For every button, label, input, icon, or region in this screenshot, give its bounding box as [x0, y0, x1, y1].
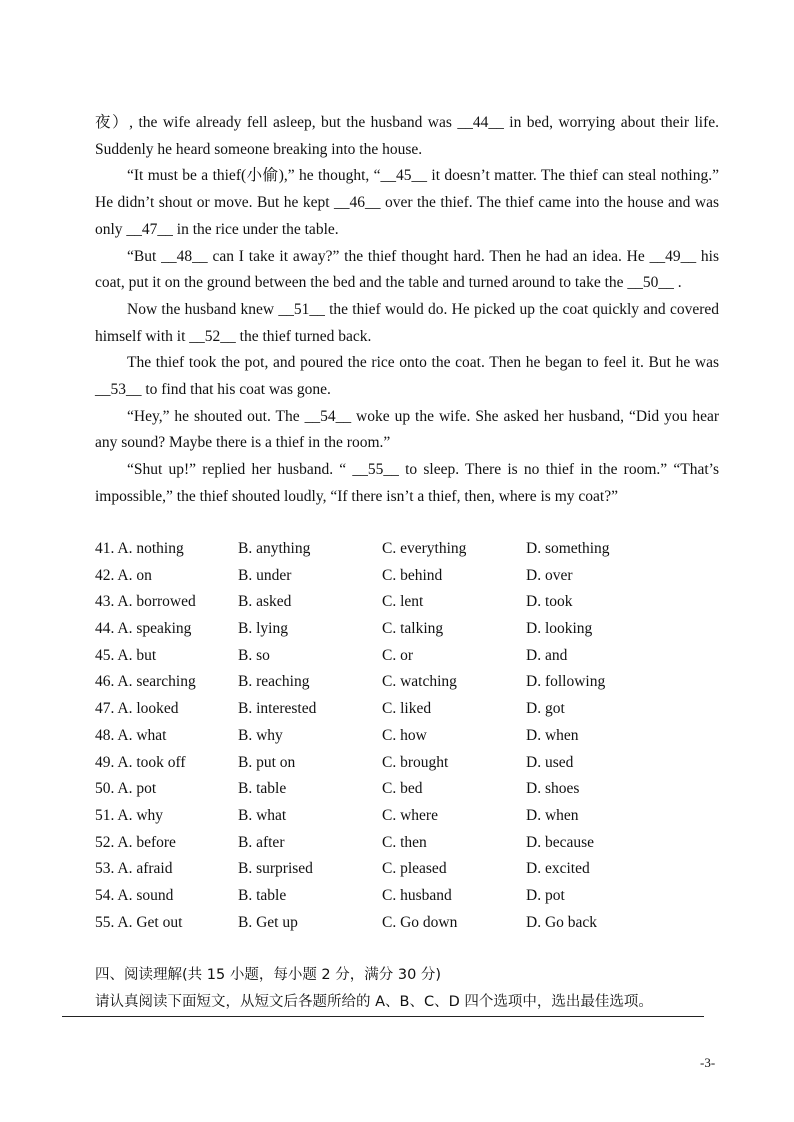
option-d: D. because [526, 833, 594, 851]
option-d: D. following [526, 673, 606, 691]
option-b: B. interested [238, 700, 317, 718]
passage-paragraph: “But __48__ can I take it away?” the thief thought hard. Then he had an idea. He __49__ his coat, put it on the ground between the bed and the table and turned around to take the __50__ . [95, 247, 719, 292]
question-54-options [95, 883, 719, 910]
page-number: -3- [700, 1055, 716, 1070]
option-c: C. behind [382, 566, 443, 584]
option-d: D. used [526, 753, 574, 771]
question-53-options [95, 856, 719, 883]
option-b: B. what [238, 806, 287, 824]
option-b: B. why [238, 726, 283, 744]
question-49-options [95, 750, 719, 777]
option-a: 50. A. pot [95, 780, 157, 798]
option-b: B. asked [238, 593, 292, 611]
option-a: 42. A. on [95, 566, 152, 584]
option-b: B. lying [238, 620, 288, 638]
option-d: D. excited [526, 860, 590, 878]
passage-paragraph: The thief took the pot, and poured the rice onto the coat. Then he began to feel it. But he was __53__ to find that his coat was gone. [95, 354, 719, 399]
option-d: D. Go back [526, 913, 598, 931]
option-a: 54. A. sound [95, 886, 174, 904]
option-a: 45. A. but [95, 646, 157, 664]
option-c: C. watching [382, 673, 457, 691]
option-d: D. shoes [526, 780, 580, 798]
option-b: B. anything [238, 540, 311, 557]
option-a: 49. A. took off [95, 753, 186, 771]
option-a: 48. A. what [95, 726, 167, 744]
option-c: C. then [382, 833, 427, 851]
option-d: D. got [526, 700, 565, 718]
option-c: C. or [382, 646, 413, 664]
passage-paragraph: 夜）, the wife already fell asleep, but the husband was __44__ in bed, worrying about their life. Suddenly he heard someone breaking into the house. [95, 114, 719, 158]
option-b: B. after [238, 833, 285, 851]
option-b: B. reaching [238, 673, 310, 691]
option-c: C. Go down [382, 913, 458, 931]
question-52-options [95, 830, 719, 857]
option-d: D. when [526, 806, 579, 824]
option-c: C. lent [382, 593, 424, 611]
option-d: D. looking [526, 620, 593, 638]
option-a: 52. A. before [95, 833, 176, 851]
option-c: C. pleased [382, 860, 447, 878]
question-47-options [95, 696, 719, 723]
option-b: B. Get up [238, 913, 298, 931]
option-c: C. how [382, 726, 427, 744]
option-a: 47. A. looked [95, 700, 179, 718]
option-a: 46. A. searching [95, 673, 196, 691]
passage-paragraph: “Hey,” he shouted out. The __54__ woke up the wife. She asked her husband, “Did you hear any sound? Maybe there is a thief in the room.” [95, 407, 719, 452]
answer-options [95, 536, 719, 936]
passage-paragraph: “Shut up!” replied her husband. “ __55__ to sleep. There is no thief in the room.” “That’s impossible,” the thief shouted loudly, “If there isn’t a thief, then, where is my coat?” [95, 461, 719, 505]
option-c: C. brought [382, 753, 449, 771]
option-b: B. surprised [238, 860, 313, 878]
option-a: 44. A. speaking [95, 620, 192, 638]
option-b: B. under [238, 566, 292, 584]
option-a: 55. A. Get out [95, 913, 183, 931]
option-b: B. table [238, 886, 287, 904]
section-instruction: 请认真阅读下面短文，从短文后各题所给的 A、B、C、D 四个选项中，选出最佳选项。 [95, 994, 653, 1010]
option-a: 53. A. afraid [95, 860, 173, 878]
section-heading: 四、阅读理解(共 15 小题，每小题 2 分，满分 30 分) [95, 967, 442, 983]
option-c: C. liked [382, 700, 432, 718]
cloze-passage [95, 110, 719, 511]
question-45-options [95, 643, 719, 670]
option-b: B. put on [238, 753, 296, 771]
question-48-options [95, 723, 719, 750]
option-d: D. pot [526, 886, 565, 904]
option-c: C. talking [382, 620, 444, 638]
option-c: C. everything [382, 540, 467, 557]
reading-section [95, 962, 719, 1016]
option-d: D. and [526, 646, 568, 664]
question-43-options [95, 589, 719, 616]
question-55-options [95, 910, 719, 937]
option-a: 51. A. why [95, 806, 164, 824]
question-46-options [95, 669, 719, 696]
option-b: B. so [238, 646, 270, 664]
option-d: D. when [526, 726, 579, 744]
option-d: D. something [526, 540, 610, 557]
divider-line [62, 1016, 704, 1017]
option-a: 41. A. nothing [95, 540, 184, 557]
option-d: D. over [526, 566, 573, 584]
question-50-options [95, 776, 719, 803]
option-c: C. husband [382, 886, 452, 904]
option-a: 43. A. borrowed [95, 593, 196, 611]
option-d: D. took [526, 593, 573, 611]
option-c: C. where [382, 806, 438, 824]
passage-paragraph: “It must be a thief(小偷),” he thought, “__45__ it doesn’t matter. The thief can steal nothing.” He didn’t shout or move. But he kept __46__ over the thief. The thief came into the house and was only __47__ in the rice under the table. [95, 167, 719, 238]
question-41-options [95, 536, 719, 563]
option-c: C. bed [382, 780, 423, 798]
question-42-options [95, 563, 719, 590]
passage-paragraph: Now the husband knew __51__ the thief would do. He picked up the coat quickly and covered himself with it __52__ the thief turned back. [95, 300, 719, 345]
question-51-options [95, 803, 719, 830]
option-b: B. table [238, 780, 287, 798]
question-44-options [95, 616, 719, 643]
